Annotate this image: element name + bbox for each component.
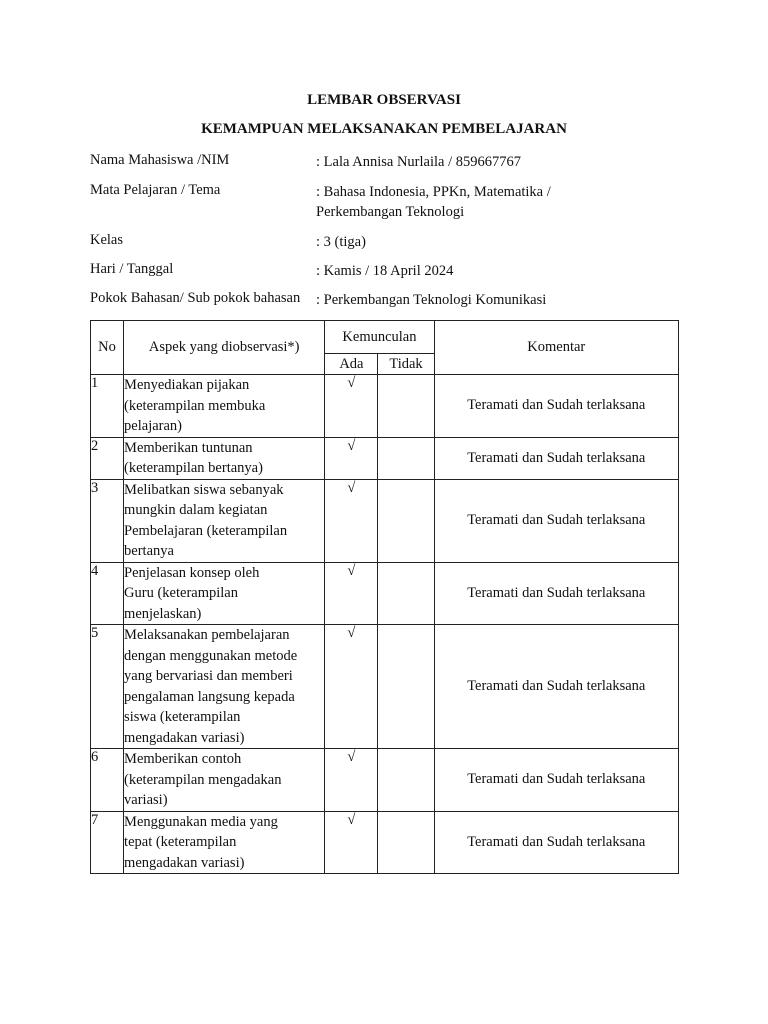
row-aspek: [124, 479, 325, 562]
aspek-line: siswa (keterampilan: [124, 709, 241, 725]
aspek-line: Pembelajaran (keterampilan: [124, 522, 288, 539]
aspek-line: bertanya: [124, 543, 174, 559]
info-value-line: : Kamis / 18 April 2024: [316, 263, 454, 279]
row-number: 2: [91, 437, 124, 479]
tidak-cell: [378, 625, 434, 749]
header-aspek: Aspek yang diobservasi*): [124, 321, 325, 375]
row-komentar: Teramati dan Sudah terlaksana: [434, 437, 678, 479]
row-number: 1: [91, 375, 124, 438]
row-number: 6: [91, 749, 124, 812]
info-value-line: Perkembangan Teknologi: [316, 204, 465, 220]
row-komentar: Teramati dan Sudah terlaksana: [434, 625, 678, 749]
ada-checkmark: √: [325, 625, 378, 749]
document-subtitle: KEMAMPUAN MELAKSANAKAN PEMBELAJARAN: [201, 121, 567, 137]
row-aspek: [124, 625, 325, 749]
aspek-line: (keterampilan mengadakan: [124, 771, 282, 788]
row-number: 7: [91, 811, 124, 874]
info-label: Mata Pelajaran / Tema: [90, 182, 221, 198]
ada-checkmark: √: [325, 562, 378, 625]
tidak-cell: [378, 562, 434, 625]
info-value: [316, 290, 686, 310]
row-aspek: [124, 811, 325, 874]
aspek-line: Melibatkan siswa sebanyak: [124, 481, 284, 498]
row-aspek: [124, 437, 325, 479]
header-komentar: Komentar: [434, 321, 678, 375]
aspek-line: yang bervariasi dan memberi: [124, 668, 293, 684]
row-komentar: Teramati dan Sudah terlaksana: [434, 562, 678, 625]
info-value: [316, 232, 686, 252]
row-number: 5: [91, 625, 124, 749]
observation-rows: [91, 375, 679, 874]
aspek-line: menjelaskan): [124, 605, 202, 622]
document-title: LEMBAR OBSERVASI: [307, 92, 461, 108]
table-row: [91, 625, 679, 749]
ada-checkmark: √: [325, 375, 378, 438]
info-value-line: : Bahasa Indonesia, PPKn, Matematika /: [316, 184, 551, 200]
row-komentar: Teramati dan Sudah terlaksana: [434, 749, 678, 812]
row-aspek: [124, 562, 325, 625]
row-number: 3: [91, 479, 124, 562]
info-label: Nama Mahasiswa /NIM: [90, 152, 230, 168]
table-row: [91, 562, 679, 625]
row-komentar: Teramati dan Sudah terlaksana: [434, 479, 678, 562]
observation-table: [90, 320, 679, 874]
row-number: 4: [91, 562, 124, 625]
aspek-line: mengadakan variasi): [124, 729, 245, 746]
table-row: [91, 749, 679, 812]
header-no: No: [91, 321, 124, 375]
aspek-line: Memberikan contoh: [124, 751, 242, 767]
aspek-line: mungkin dalam kegiatan: [124, 502, 268, 518]
table-row: [91, 437, 679, 479]
info-value: [316, 261, 686, 281]
info-label: Hari / Tanggal: [90, 261, 174, 277]
aspek-line: Penjelasan konsep oleh: [124, 564, 260, 581]
row-komentar: Teramati dan Sudah terlaksana: [434, 375, 678, 438]
ada-checkmark: √: [325, 811, 378, 874]
row-komentar: Teramati dan Sudah terlaksana: [434, 811, 678, 874]
tidak-cell: [378, 437, 434, 479]
tidak-cell: [378, 749, 434, 812]
aspek-line: pengalaman langsung kepada: [124, 688, 295, 705]
info-label: Pokok Bahasan/ Sub pokok bahasan: [90, 290, 301, 306]
tidak-cell: [378, 479, 434, 562]
info-value-line: : Lala Annisa Nurlaila / 859667767: [316, 154, 521, 170]
row-aspek: [124, 375, 325, 438]
aspek-line: pelajaran): [124, 418, 183, 434]
aspek-line: Menggunakan media yang: [124, 813, 278, 830]
table-row: [91, 375, 679, 438]
info-value-line: : 3 (tiga): [316, 234, 366, 250]
aspek-line: tepat (keterampilan: [124, 834, 237, 850]
info-value: [316, 152, 686, 172]
table-row: [91, 811, 679, 874]
aspek-line: mengadakan variasi): [124, 854, 245, 871]
row-aspek: [124, 749, 325, 812]
tidak-cell: [378, 375, 434, 438]
ada-checkmark: √: [325, 749, 378, 812]
aspek-line: Menyediakan pijakan: [124, 377, 250, 393]
info-label: Kelas: [90, 232, 124, 248]
info-value-line: : Perkembangan Teknologi Komunikasi: [316, 292, 547, 308]
aspek-line: Memberikan tuntunan: [124, 439, 253, 456]
ada-checkmark: √: [325, 479, 378, 562]
aspek-line: variasi): [124, 792, 168, 808]
aspek-line: Guru (keterampilan: [124, 585, 238, 601]
aspek-line: (keterampilan membuka: [124, 397, 266, 414]
ada-checkmark: √: [325, 437, 378, 479]
header-tidak: Tidak: [378, 354, 434, 375]
aspek-line: Melaksanakan pembelajaran: [124, 627, 290, 643]
header-kemunculan: Kemunculan: [325, 321, 434, 354]
header-ada: Ada: [325, 354, 378, 375]
table-row: [91, 479, 679, 562]
tidak-cell: [378, 811, 434, 874]
info-value: [316, 182, 686, 222]
aspek-line: dengan menggunakan metode: [124, 647, 298, 664]
aspek-line: (keterampilan bertanya): [124, 460, 263, 476]
